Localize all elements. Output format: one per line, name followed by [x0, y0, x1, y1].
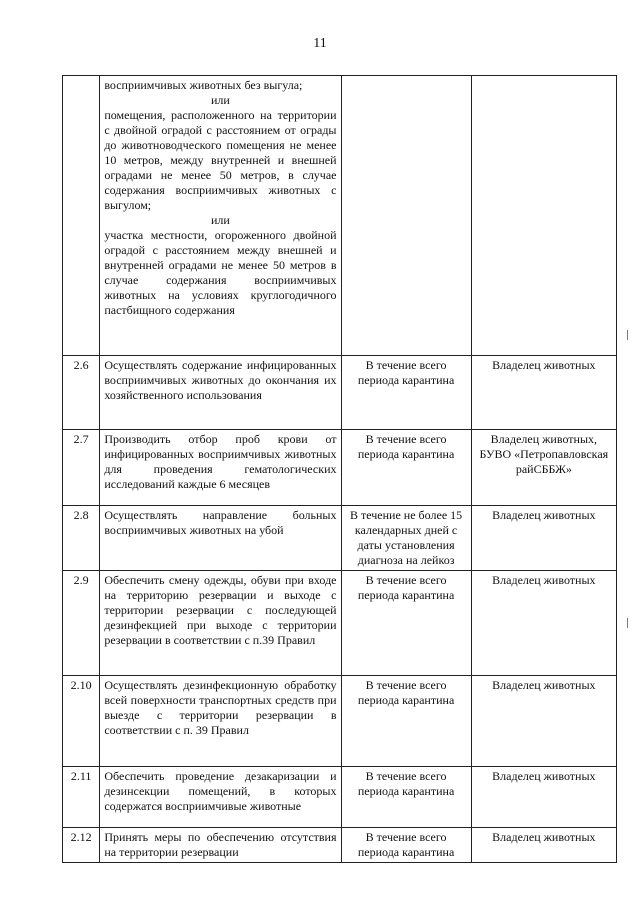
page-number: 11 [313, 36, 327, 51]
row-number: 2.8 [63, 506, 100, 571]
row-owner: Владелец животных [471, 571, 616, 676]
row-number: 2.6 [63, 356, 100, 430]
row-owner: Владелец животных [471, 767, 616, 828]
row-term: В течение не более 15 календарных дней с даты установления диагноза на лейкоз [341, 506, 471, 571]
row-description: Осуществлять содержание инфицированных восприимчивых животных до окончания их хозяйственного использования [100, 356, 341, 430]
text-or: или [210, 213, 230, 227]
row-term: В течение всего периода карантина [341, 571, 471, 676]
scan-artifact-mark [627, 330, 628, 340]
row-number: 2.10 [63, 676, 100, 767]
cell-owner [471, 76, 616, 356]
measures-table [62, 75, 617, 863]
row-description: Осуществлять направление больных восприимчивых животных на убой [100, 506, 341, 571]
table-row [63, 571, 617, 676]
scan-artifact-mark [627, 618, 628, 628]
text-paragraph: участка местности, огороженного двойной оградой с расстоянием между внешней и внутренней оградами не менее 50 метров в случае содержания восприимчивых животных на условиях круглогодичного пастбищного содержания [104, 228, 337, 317]
text-paragraph: помещения, расположенного на территории с двойной оградой с расстоянием от ограды до животноводческого помещения не менее 10 метров, между внутренней и внешней оградами не менее 50 метров, в случае содержания восприимчивых животных с выгулом; [104, 108, 337, 212]
table-row [63, 767, 617, 828]
table-row [63, 676, 617, 767]
row-description: Обеспечить смену одежды, обуви при входе на территорию резервации и выходе с территории резервации с последующей дезинфекцией при выходе с территории резервации в соответствии с п.39 Правил [100, 571, 341, 676]
row-number: 2.7 [63, 430, 100, 506]
row-term: В течение всего периода карантина [341, 356, 471, 430]
cell-term [341, 76, 471, 356]
cell-desc [100, 76, 341, 356]
row-description: Обеспечить проведение дезакаризации и дезинсекции помещений, в которых содержатся восприимчивые животные [100, 767, 341, 828]
row-term: В течение всего периода карантина [341, 430, 471, 506]
row-term: В течение всего периода карантина [341, 828, 471, 863]
row-term: В течение всего периода карантина [341, 676, 471, 767]
row-description: Принять меры по обеспечению отсутствия на территории резервации [100, 828, 341, 863]
row-owner: Владелец животных [471, 506, 616, 571]
row-description: Производить отбор проб крови от инфицированных восприимчивых животных для проведения гематологических исследований каждые 6 месяцев [100, 430, 341, 506]
row-term: В течение всего периода карантина [341, 767, 471, 828]
text-line: восприимчивых животных без выгула; [104, 78, 303, 92]
row-owner: Владелец животных [471, 676, 616, 767]
row-owner: Владелец животных, БУВО «Петропавловская райСББЖ» [471, 430, 616, 506]
row-description: Осуществлять дезинфекционную обработку всей поверхности транспортных средств при выезде с территории резервации в соответствии с п. 39 Правил [100, 676, 341, 767]
row-number: 2.12 [63, 828, 100, 863]
row-number: 2.11 [63, 767, 100, 828]
table-row-continuation [63, 76, 617, 356]
cell-num [63, 76, 100, 356]
table-row [63, 506, 617, 571]
row-owner: Владелец животных [471, 356, 616, 430]
table-row [63, 430, 617, 506]
text-or: или [210, 93, 230, 107]
row-owner: Владелец животных [471, 828, 616, 863]
table-row [63, 356, 617, 430]
row-number: 2.9 [63, 571, 100, 676]
table-row [63, 828, 617, 863]
